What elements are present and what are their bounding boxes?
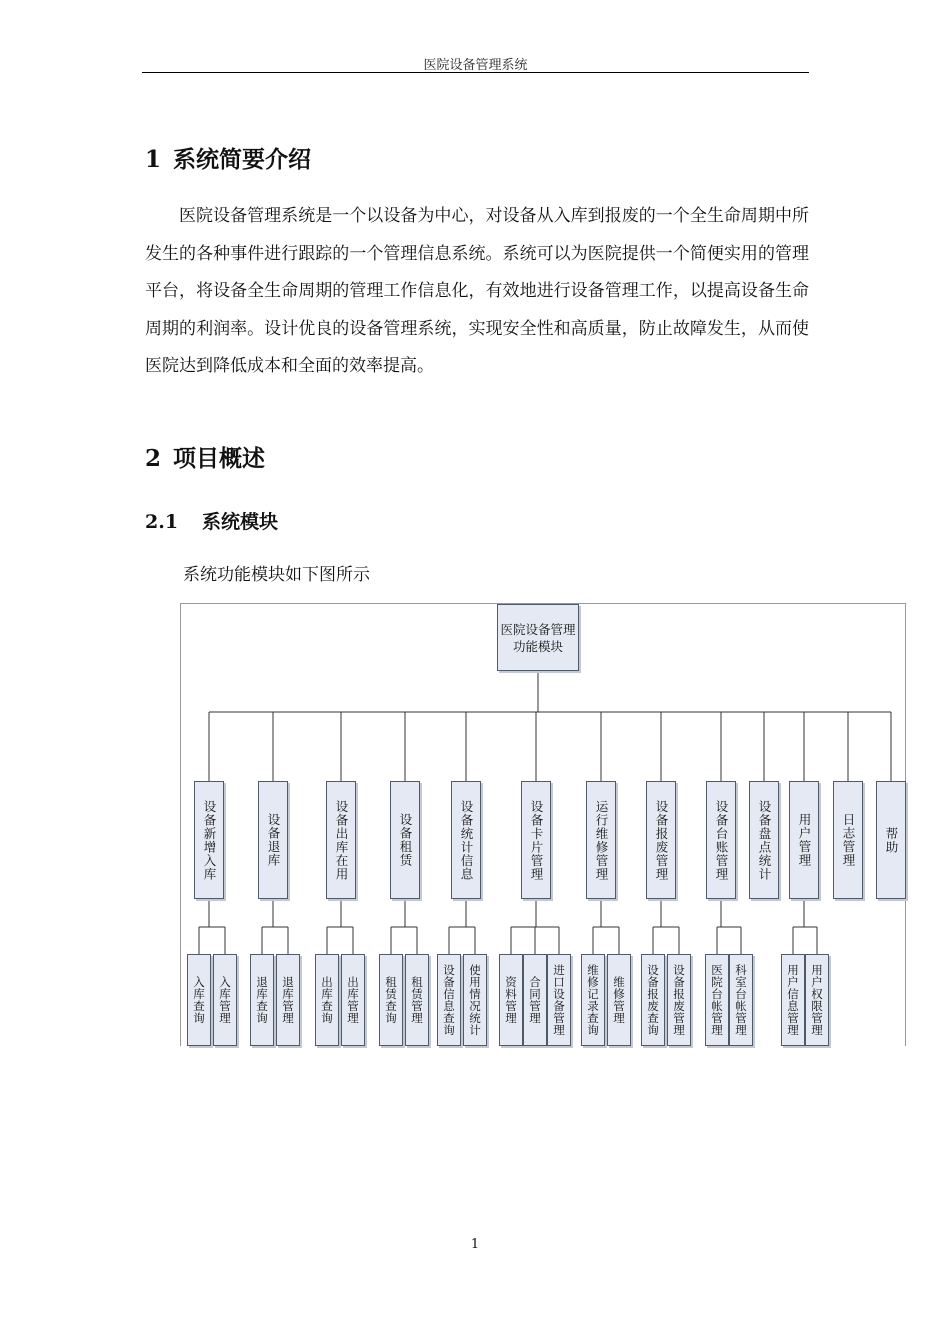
module-box: 设备统计信息 (451, 781, 481, 899)
running-header: 医院设备管理系统 (423, 58, 528, 73)
submodule-box: 医院台帐管理 (705, 954, 729, 1046)
submodule-box: 资料管理 (499, 954, 523, 1046)
submodule-box: 入库查询 (187, 954, 211, 1046)
module-box: 日志管理 (833, 781, 863, 899)
submodule-box: 设备信息查询 (437, 954, 461, 1046)
module-box: 设备租赁 (390, 781, 420, 899)
section-2-1-number: 2.1 (145, 511, 179, 533)
module-box: 运行维修管理 (586, 781, 616, 899)
section-2-1-title: 系统模块 (202, 511, 279, 533)
section-2-1-heading (145, 507, 278, 534)
section-2-heading (145, 440, 265, 473)
submodule-box: 退库管理 (276, 954, 300, 1046)
page-number: 1 (470, 1237, 480, 1252)
submodule-box: 入库管理 (213, 954, 237, 1046)
module-box: 设备台账管理 (706, 781, 736, 899)
module-box: 帮助 (876, 781, 906, 899)
diagram-caption: 系统功能模块如下图所示 (183, 565, 370, 585)
submodule-box: 租赁管理 (405, 954, 429, 1046)
submodule-box: 用户信息管理 (781, 954, 805, 1046)
section-1-paragraph: 医院设备管理系统是一个以设备为中心，对设备从入库到报废的一个全生命周期中所发生的各种事件进行跟踪的一个管理信息系统。系统可以为医院提供一个简便实用的管理平台，将设备全生命周期的管理工作信息化，有效地进行设备管理工作，以提高设备生命周期的利润率。设计优良的设备管理系统，实现安全性和高质量，防止故障发生，从而使医院达到降低成本和全面的效率提高。 (145, 206, 809, 376)
module-box: 用户管理 (789, 781, 819, 899)
submodule-box: 维修管理 (607, 954, 631, 1046)
submodule-box: 使用情况统计 (463, 954, 487, 1046)
module-box: 设备退库 (258, 781, 288, 899)
submodule-box: 用户权限管理 (805, 954, 829, 1046)
section-2-number: 2 (145, 445, 162, 472)
submodule-box: 维修记录查询 (581, 954, 605, 1046)
submodule-box: 设备报废查询 (641, 954, 665, 1046)
submodule-box: 租赁查询 (379, 954, 403, 1046)
submodule-box: 退库查询 (250, 954, 274, 1046)
module-box: 设备出库在用 (326, 781, 356, 899)
submodule-box: 出库管理 (341, 954, 365, 1046)
section-1-number: 1 (145, 146, 162, 173)
submodule-box: 出库查询 (315, 954, 339, 1046)
submodule-box: 进口设备管理 (547, 954, 571, 1046)
module-box: 设备卡片管理 (521, 781, 551, 899)
section-1-title: 系统简要介绍 (173, 146, 311, 173)
diagram-root-box: 医院设备管理功能模块 (497, 604, 579, 671)
section-1-heading (145, 141, 311, 174)
module-box: 设备新增入库 (194, 781, 224, 899)
module-box: 设备报废管理 (646, 781, 676, 899)
function-module-diagram (180, 603, 906, 1046)
submodule-box: 合同管理 (523, 954, 547, 1046)
submodule-box: 设备报废管理 (667, 954, 691, 1046)
header-rule (142, 72, 809, 73)
section-2-title: 项目概述 (173, 445, 265, 472)
submodule-box: 科室台帐管理 (729, 954, 753, 1046)
module-box: 设备盘点统计 (749, 781, 779, 899)
